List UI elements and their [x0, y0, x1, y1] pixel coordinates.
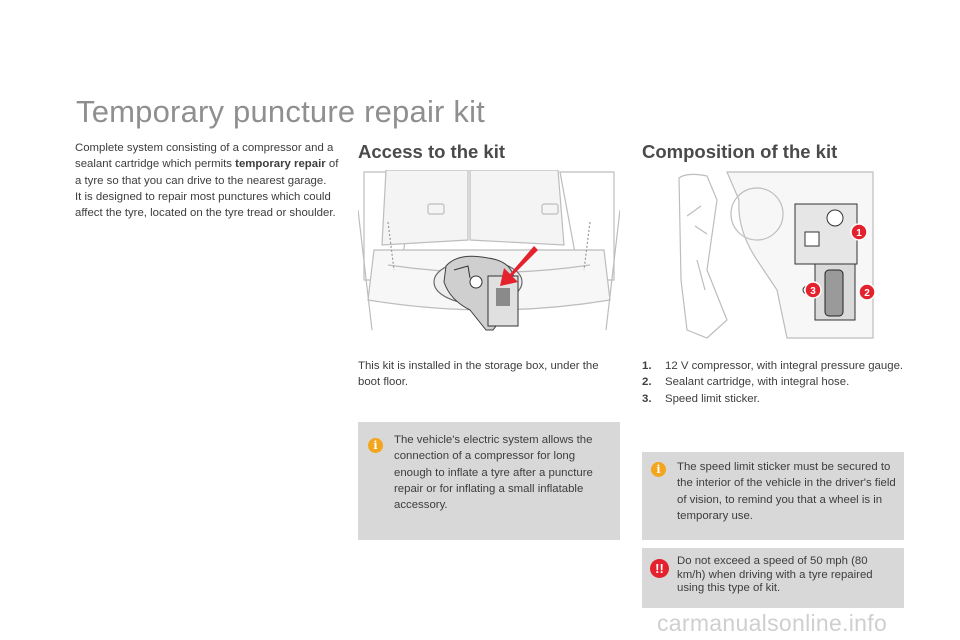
- callout-1-label: 1: [856, 228, 862, 239]
- watermark: carmanualsonline.info: [657, 610, 888, 636]
- access-description: This kit is installed in the storage box, under the boot floor.: [358, 360, 599, 389]
- callout-3-label: 3: [810, 286, 816, 297]
- compressor-kit: [434, 256, 522, 330]
- intro-text-2: of a tyre so that you can drive to the nearest garage.: [75, 158, 339, 187]
- composition-info-box: [642, 452, 904, 540]
- boot-storage-illustration: [358, 170, 620, 332]
- kit-composition-illustration: [677, 170, 875, 342]
- access-info-box: [358, 422, 620, 540]
- intro-paragraph: [75, 140, 340, 221]
- list-item-number: 2.: [642, 376, 652, 389]
- composition-info-text: The speed limit sticker must be secured to the interior of the vehicle in the driver's field of vision, to remind you that a wheel is in temporary use.: [677, 461, 896, 522]
- composition-list: [642, 358, 904, 407]
- intro-text-3: It is designed to repair most punctures which could affect the tyre, located on the tyre tread or shoulder.: [75, 190, 336, 220]
- list-item-number: 1.: [642, 360, 652, 372]
- list-item: [642, 391, 904, 407]
- speed-warning-text: Do not exceed a speed of 50 mph (80 km/h) when driving with a tyre repaired using this type of kit.: [677, 555, 873, 594]
- list-item: [642, 358, 904, 374]
- intro-text-1: Complete system consisting of a compressor and a sealant cartridge which permits: [75, 142, 334, 171]
- page-title: Temporary puncture repair kit: [76, 94, 485, 129]
- access-info-text: The vehicle's electric system allows the connection of a compressor for long enough to inflate a tyre after a puncture repair or for inflating a small inflatable accessory.: [394, 434, 593, 512]
- list-item-text: Sealant cartridge, with integral hose.: [665, 376, 850, 389]
- list-item-text: Speed limit sticker.: [665, 392, 760, 405]
- list-item-number: 3.: [642, 392, 652, 405]
- callout-1-icon: [851, 224, 867, 240]
- callout-2-label: 2: [864, 288, 870, 299]
- info-icon: i: [651, 462, 666, 477]
- intro-bold: temporary repair: [235, 158, 326, 171]
- access-section-title: Access to the kit: [358, 141, 506, 162]
- list-item-text: 12 V compressor, with integral pressure gauge.: [665, 360, 904, 372]
- callout-2-icon: [859, 284, 875, 300]
- composition-section-title: Composition of the kit: [642, 141, 838, 162]
- info-icon: i: [368, 438, 383, 453]
- list-item: [642, 374, 904, 390]
- speed-warning-box: [642, 548, 904, 608]
- warning-icon: !!: [650, 559, 669, 578]
- callout-3-icon: [805, 282, 821, 298]
